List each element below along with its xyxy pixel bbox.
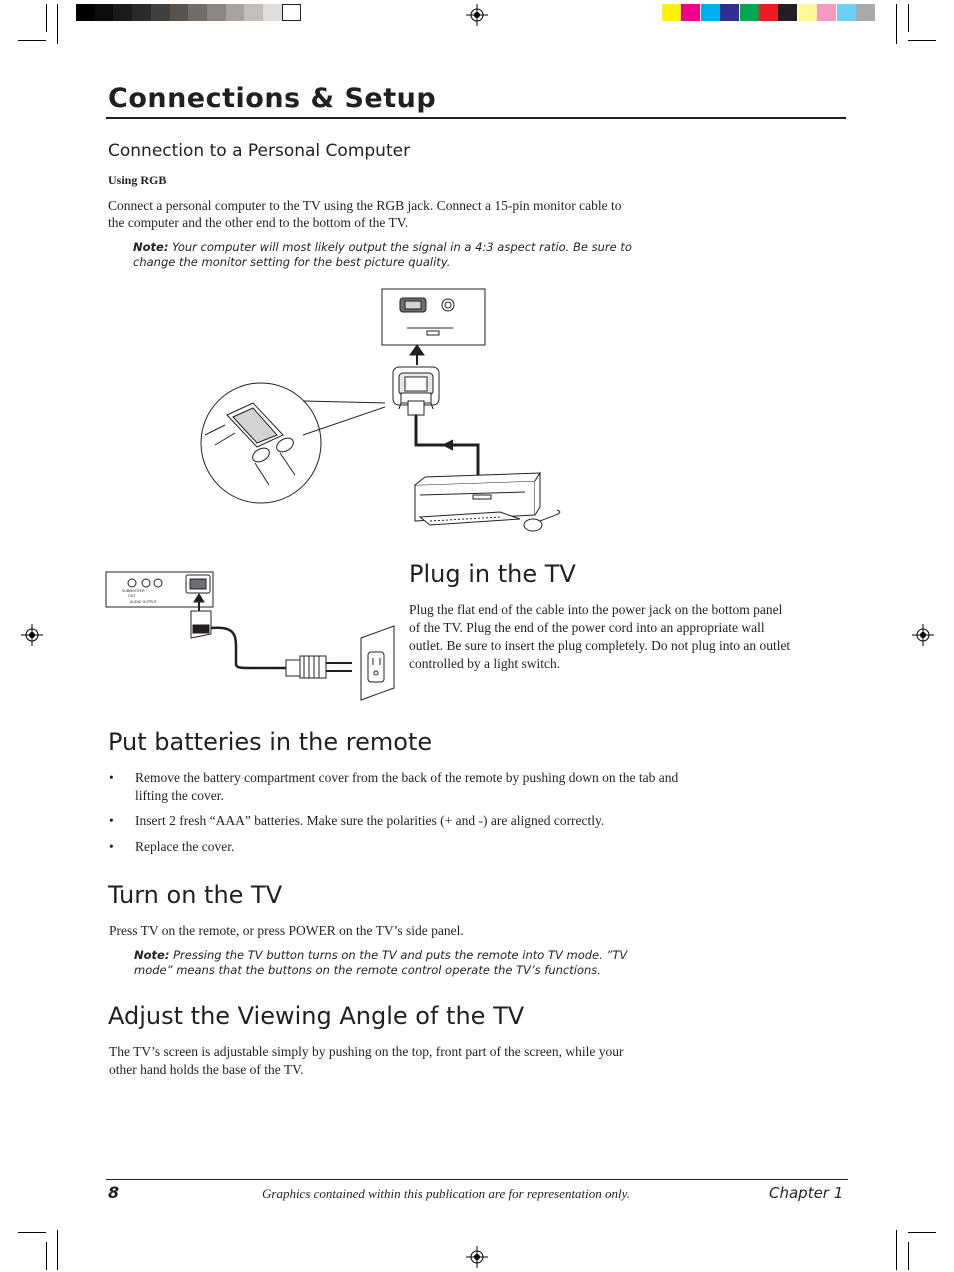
footer-rule <box>106 1179 848 1180</box>
pc-subheading: Using RGB <box>108 173 167 187</box>
registration-mark-top <box>466 4 488 26</box>
color-swatch <box>759 4 778 21</box>
page-number: 8 <box>108 1183 120 1202</box>
footer-chapter: Chapter 1 <box>769 1184 844 1202</box>
color-swatch <box>798 4 817 21</box>
turnon-note-text1: Pressing the TV button turns on the TV and puts the remote into TV mode. ”TV <box>169 948 628 962</box>
color-swatch <box>701 4 720 21</box>
plug-body-line: controlled by a light switch. <box>409 656 561 671</box>
pc-section-heading: Connection to a Personal Computer <box>108 141 411 161</box>
footer-disclaimer: Graphics contained within this publication are for representation only. <box>262 1186 630 1201</box>
gray-swatch <box>170 4 189 21</box>
pc-connection-illustration <box>195 285 575 540</box>
plug-heading: Plug in the TV <box>409 560 576 588</box>
power-connection-illustration <box>104 568 399 702</box>
color-swatch <box>817 4 836 21</box>
header-rule <box>106 117 846 119</box>
gray-swatch <box>244 4 263 21</box>
turnon-body: Press TV on the remote, or press POWER on the TV’s side panel. <box>109 923 464 938</box>
plug-body-line: Plug the flat end of the cable into the power jack on the bottom panel <box>409 602 783 617</box>
angle-body-line2: other hand holds the base of the TV. <box>109 1062 304 1077</box>
angle-body-line1: The TV’s screen is adjustable simply by pushing on the top, front part of the screen, while your <box>109 1044 624 1059</box>
pc-note-line1 <box>133 240 632 255</box>
panel-label-out: OUT <box>128 594 136 598</box>
pc-body-line2: the computer and the other end to the bottom of the TV. <box>108 215 409 230</box>
color-swatch <box>837 4 856 21</box>
plug-body-line: of the TV. Plug the end of the power cord into an appropriate wall <box>409 620 765 635</box>
batteries-heading: Put batteries in the remote <box>108 728 433 756</box>
pc-note-line2: change the monitor setting for the best picture quality. <box>133 255 451 269</box>
color-swatch <box>720 4 739 21</box>
pc-note-label: Note: <box>133 240 169 254</box>
pc-body-line1: Connect a personal computer to the TV using the RGB jack. Connect a 15-pin monitor cable to <box>108 198 622 213</box>
color-swatch <box>778 4 797 21</box>
color-swatch <box>856 4 875 21</box>
color-swatch <box>681 4 700 21</box>
color-swatch <box>740 4 759 21</box>
registration-mark-bottom <box>466 1246 488 1268</box>
pc-note-text1: Your computer will most likely output the signal in a 4:3 aspect ratio. Be sure to <box>168 240 632 254</box>
turnon-note-label: Note: <box>134 948 170 962</box>
gray-swatch <box>132 4 151 21</box>
angle-heading: Adjust the Viewing Angle of the TV <box>108 1002 525 1030</box>
color-swatch <box>662 4 681 21</box>
turnon-heading: Turn on the TV <box>108 881 283 909</box>
turnon-note-line1 <box>134 948 627 963</box>
page-header-title: Connections & Setup <box>108 83 437 114</box>
gray-swatch <box>207 4 226 21</box>
battery-step: • Insert 2 fresh “AAA” batteries. Make sure the polarities (+ and -) are aligned correctly. <box>109 812 699 830</box>
gray-swatch <box>95 4 114 21</box>
registration-mark-left <box>21 624 43 646</box>
turnon-note-line2: mode” means that the buttons on the remote control operate the TV’s functions. <box>134 963 601 977</box>
panel-label-sub: SUBWOOFER <box>122 589 145 593</box>
gray-swatch <box>113 4 132 21</box>
gray-swatch <box>226 4 245 21</box>
gray-swatch <box>282 4 301 21</box>
batteries-list <box>109 769 699 863</box>
gray-swatch <box>263 4 282 21</box>
gray-swatch <box>76 4 95 21</box>
registration-mark-right <box>912 624 934 646</box>
battery-step: • Replace the cover. <box>109 838 699 856</box>
battery-step: • Remove the battery compartment cover from the back of the remote by pushing down on the tab and lifting the cover. <box>109 769 695 804</box>
gray-swatch <box>151 4 170 21</box>
plug-body-line: outlet. Be sure to insert the plug completely. Do not plug into an outlet <box>409 638 791 653</box>
panel-label-audio: AUDIO OUTPUT <box>130 600 157 604</box>
gray-swatch <box>188 4 207 21</box>
